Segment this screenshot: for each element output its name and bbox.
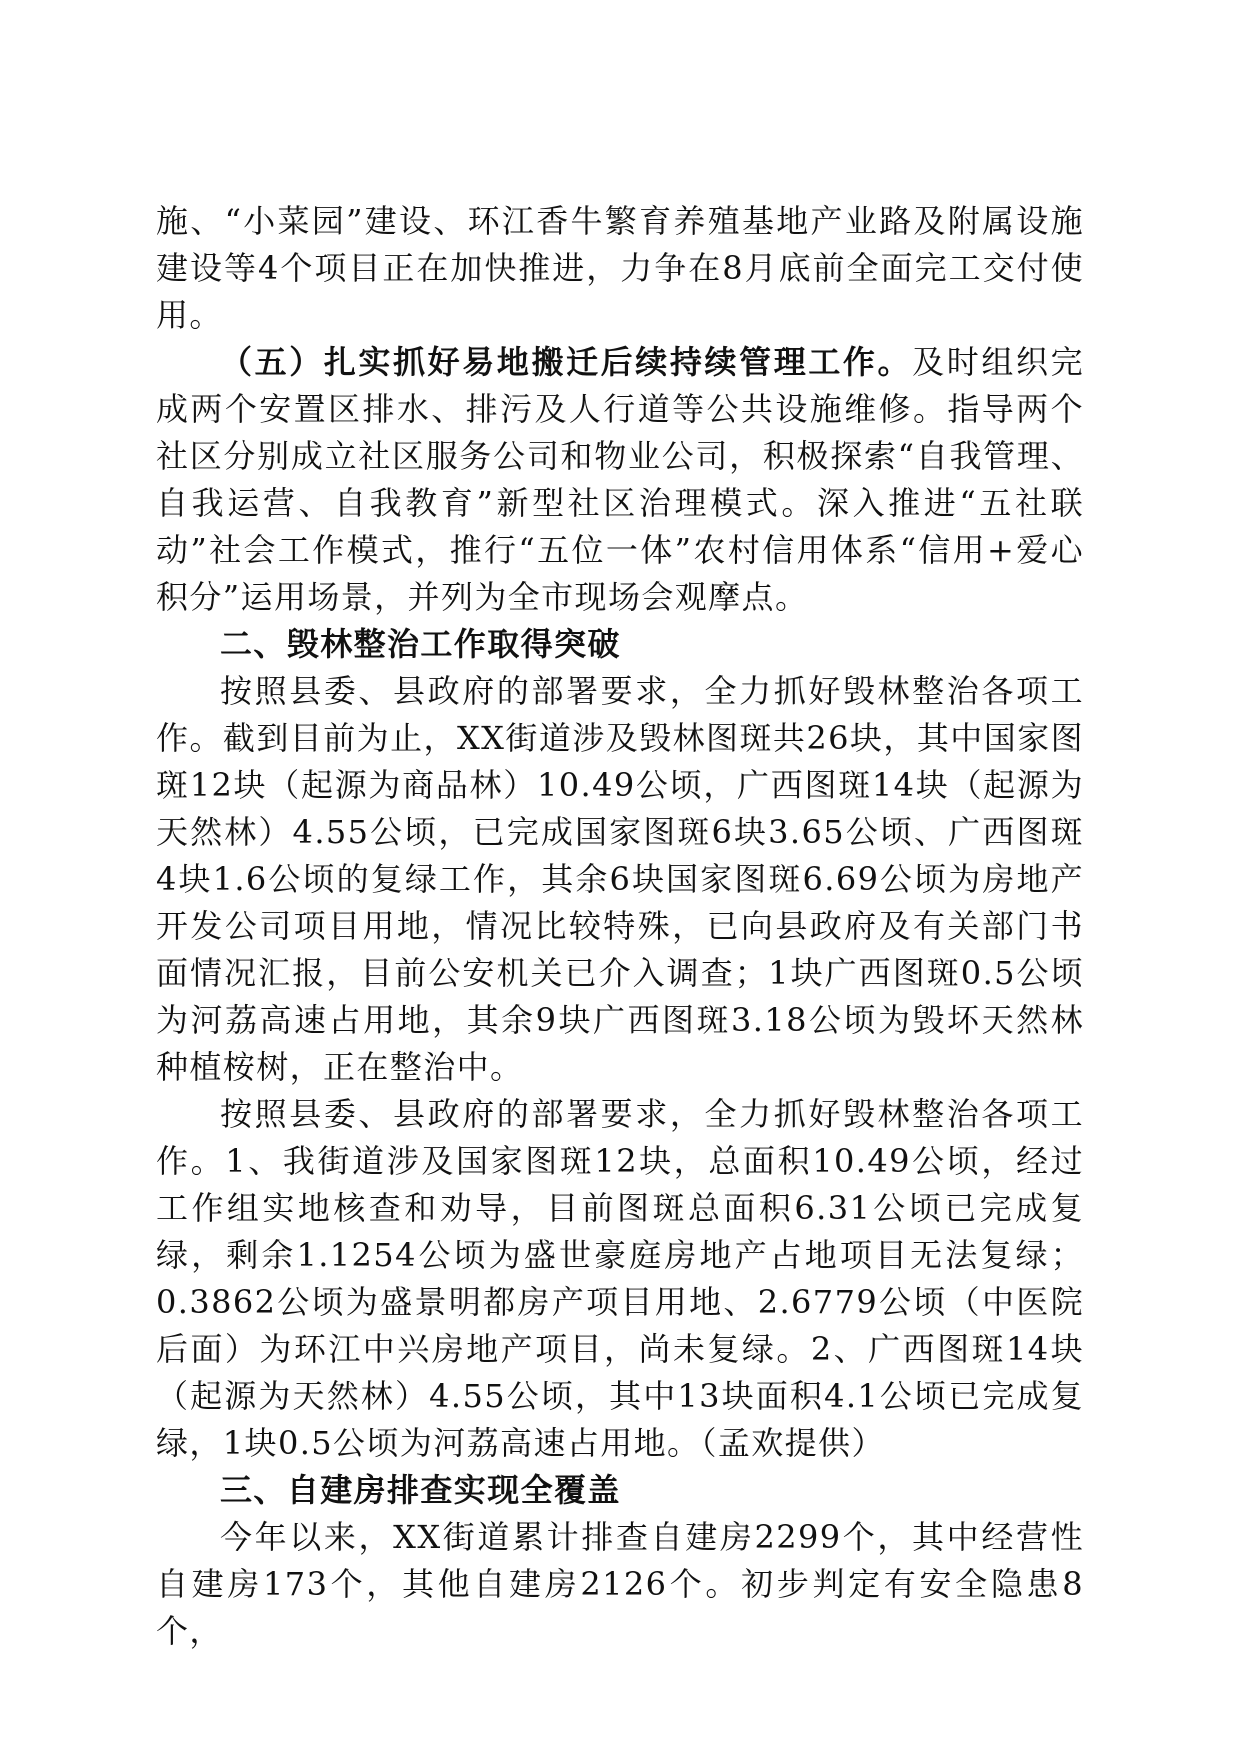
heading-forest-remediation: 二、毁林整治工作取得突破 (220, 625, 621, 663)
paragraph-forest-summary: 按照县委、县政府的部署要求，全力抓好毁林整治各项工作。截到目前为止，XX街道涉及毁林图斑共26块，其中国家图斑12块（起源为商品林）10.49公顷，广西图斑14块（起源为天然林）4.55公顷，已完成国家图斑6块3.65公顷、广西图斑4块1.6公顷的复绿工作，其余6块国家图斑6.69公顷为房地产开发公司项目用地，情况比较特殊，已向县政府及有关部门书面情况汇报，目前公安机关已介入调查；1块广西图斑0.5公顷为河荔高速占用地，其余9块广西图斑3.18公顷为毁坏天然林种植桉树，正在整治中。 (156, 672, 1084, 1086)
section-5-lead: （五）扎实抓好易地搬迁后续持续管理工作。 (220, 343, 913, 381)
section-5-body: 及时组织完成两个安置区排水、排污及人行道等公共设施维修。指导两个社区分别成立社区服务公司和物业公司，积极探索“自我管理、自我运营、自我教育”新型社区治理模式。深入推进“五社联动”社会工作模式，推行“五位一体”农村信用体系“信用+爱心积分”运用场景，并列为全市现场会观摩点。 (156, 343, 1084, 616)
paragraph-forest-details: 按照县委、县政府的部署要求，全力抓好毁林整治各项工作。1、我街道涉及国家图斑12块，总面积10.49公顷，经过工作组实地核查和劝导，目前图斑总面积6.31公顷已完成复绿，剩余1.1254公顷为盛世豪庭房地产占地项目无法复绿；0.3862公顷为盛景明都房产项目用地、2.6779公顷（中医院后面）为环江中兴房地产项目，尚未复绿。2、广西图斑14块（起源为天然林）4.55公顷，其中13块面积4.1公顷已完成复绿，1块0.5公顷为河荔高速占用地。（孟欢提供） (156, 1095, 1084, 1462)
paragraph-continuation: 施、“小菜园”建设、环江香牛繁育养殖基地产业路及附属设施建设等4个项目正在加快推进，力争在8月底前全面完工交付使用。 (156, 202, 1084, 334)
paragraph-section-5 (156, 339, 1084, 621)
paragraph-housing-survey: 今年以来，XX街道累计排查自建房2299个，其中经营性自建房173个，其他自建房2126个。初步判定有安全隐患8个， (156, 1518, 1084, 1650)
heading-self-built-housing: 三、自建房排查实现全覆盖 (220, 1471, 621, 1509)
document-page (156, 198, 1084, 1655)
